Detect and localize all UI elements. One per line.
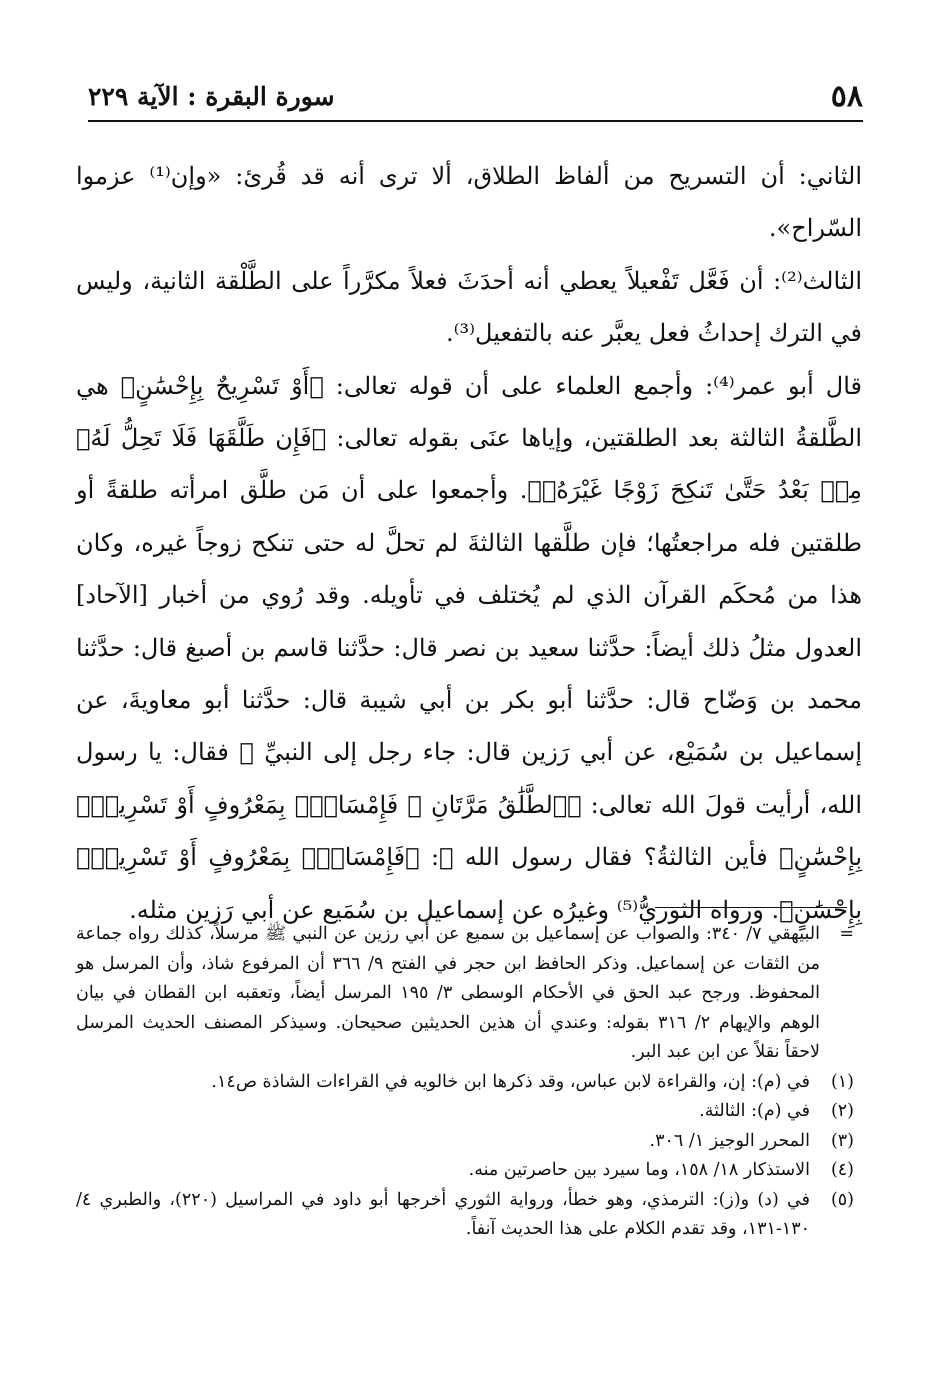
paragraph-second-reason: الثاني: أن التسريح من ألفاظ الطلاق، ألا ترى أنه قد قُرئ: «وإن⁽¹⁾ عزموا السّراح». bbox=[76, 162, 862, 243]
footnote-text: المحرر الوجيز ١/ ٣٠٦. bbox=[649, 1130, 810, 1151]
page-header bbox=[88, 74, 863, 118]
footnote-number: (٤) bbox=[830, 1160, 854, 1180]
footnote-separator bbox=[655, 907, 847, 908]
footnote-text: في (م): الثالثة. bbox=[699, 1101, 810, 1121]
footnote-number: (٣) bbox=[830, 1130, 854, 1151]
main-text bbox=[76, 150, 862, 936]
footnote-1 bbox=[76, 1068, 854, 1098]
paragraph-third-reason: الثالث⁽²⁾: أن فَعَّل تَفْعيلاً يعطي أنه أحدَثَ فعلاً مكرَّراً على الطَّلْقة الثانية، وليس في الترك إحداثُ فعل يعبَّر عنه بالتفعيل⁽³⁾. bbox=[76, 266, 862, 348]
footnote-number: (٥) bbox=[830, 1189, 854, 1210]
header-rule bbox=[88, 120, 863, 122]
footnote-5 bbox=[76, 1186, 854, 1245]
footnote-4 bbox=[76, 1156, 854, 1186]
footnote-text: في (د) و(ز): الترمذي، وهو خطأ، ورواية الثوري أخرجها أبو داود في المراسيل (٢٢٠)، والطبري ٤/ ١٣٠-١٣١، وقد تقدم الكلام على هذا الحديث آنفاً. bbox=[76, 1189, 810, 1239]
footnote-number: (١) bbox=[830, 1071, 854, 1092]
footnote-number: (٢) bbox=[830, 1101, 854, 1121]
footnote-3 bbox=[76, 1127, 854, 1157]
paragraph-abu-umar: قال أبو عمر⁽⁴⁾: وأجمع العلماء على أن قوله تعالى: ﴿أَوْ تَسْرِيحٌ بِإِحْسَٰنٍ﴾ هي الطَّلقةُ الثالثة بعد الطلقتين، وإياها عنَى بقوله تعالى: ﴿فَإِن طَلَّقَهَا فَلَا تَحِلُّ لَهُۥ مِنۢ بَعْدُ حَتَّىٰ تَنكِحَ زَوْجًا غَيْرَهُۥ﴾. وأجمعوا على أن مَن طلَّق امرأته طلقةً أو طلقتين فله مراجعتُها؛ فإن طلَّقها الثالثةَ لم تحلَّ له حتى تنكح زوجاً غيره، وكان هذا من مُحكَم القرآن الذي لم يُختلف في تأويله. وقد رُوي من أخبار [الآحاد] العدول مثلُ ذلك أيضاً: حدَّثنا سعيد بن نصر قال: حدَّثنا قاسم بن أصبغ قال: حدَّثنا محمد بن وَضّاح قال: حدَّثنا أبو بكر بن أبي شيبة قال: حدَّثنا أبو معاويةَ، عن إسماعيل بن سُمَيْع، عن أبي رَزين قال: جاء رجل إلى النبيِّ ﷺ فقال: يا رسول الله، أرأيت قولَ الله تعالى: ﴿ٱلطَّلَٰقُ مَرَّتَانِ ۖ فَإِمْسَاكٌۢ بِمَعْرُوفٍ أَوْ تَسْرِيحٌۢ بِإِحْسَٰنٍ﴾ فأين الثالثةُ؟ فقال رسول الله ﷺ: ﴿فَإِمْسَاكٌۢ بِمَعْرُوفٍ أَوْ تَسْرِيحٌۢ بِإِحْسَٰنٍ﴾. ورواه الثوريُّ⁽⁵⁾ وغيرُه عن إسماعيل بن سُمَيع عن أبي رَزين مثله. bbox=[76, 371, 863, 924]
continuation-text: البيهقي ٧/ ٣٤٠: والصواب عن إسماعيل بن سميع عن أبي رزين عن النبي ﷺ مرسلاً، كذلك رواه جماعة من الثقات عن إسماعيل. وذكر الحافظ ابن حجر في الفتح ٩/ ٣٦٦ أن المرفوع شاذ، وأن المرسل هو المحفوظ. ورجح عبد الحق في الأحكام الوسطى ٣/ ١٩٥ المرسل أيضاً، وتعقبه ابن القطان في بيان الوهم والإيهام ٢/ ٣١٦ بقوله: وعندي أن هذين الحديثين صحيحان. وسيذكر المصنف الحديث المرسل لاحقاً نقلاً عن ابن عبد البر. bbox=[76, 924, 821, 1062]
footnotes bbox=[76, 920, 854, 1245]
page-number: ٥٨ bbox=[830, 78, 863, 114]
footnote-2 bbox=[76, 1097, 854, 1127]
footnote-text: في (م): إن، والقراءة لابن عباس، وقد ذكرها ابن خالويه في القراءات الشاذة ص١٤. bbox=[211, 1071, 810, 1092]
running-head: سورة البقرة : الآية ٢٢٩ bbox=[88, 81, 335, 111]
footnote-continuation bbox=[76, 920, 854, 1068]
continuation-mark: = bbox=[839, 924, 854, 944]
footnote-text: الاستذكار ١٨/ ١٥٨، وما سيرد بين حاصرتين منه. bbox=[468, 1160, 810, 1180]
